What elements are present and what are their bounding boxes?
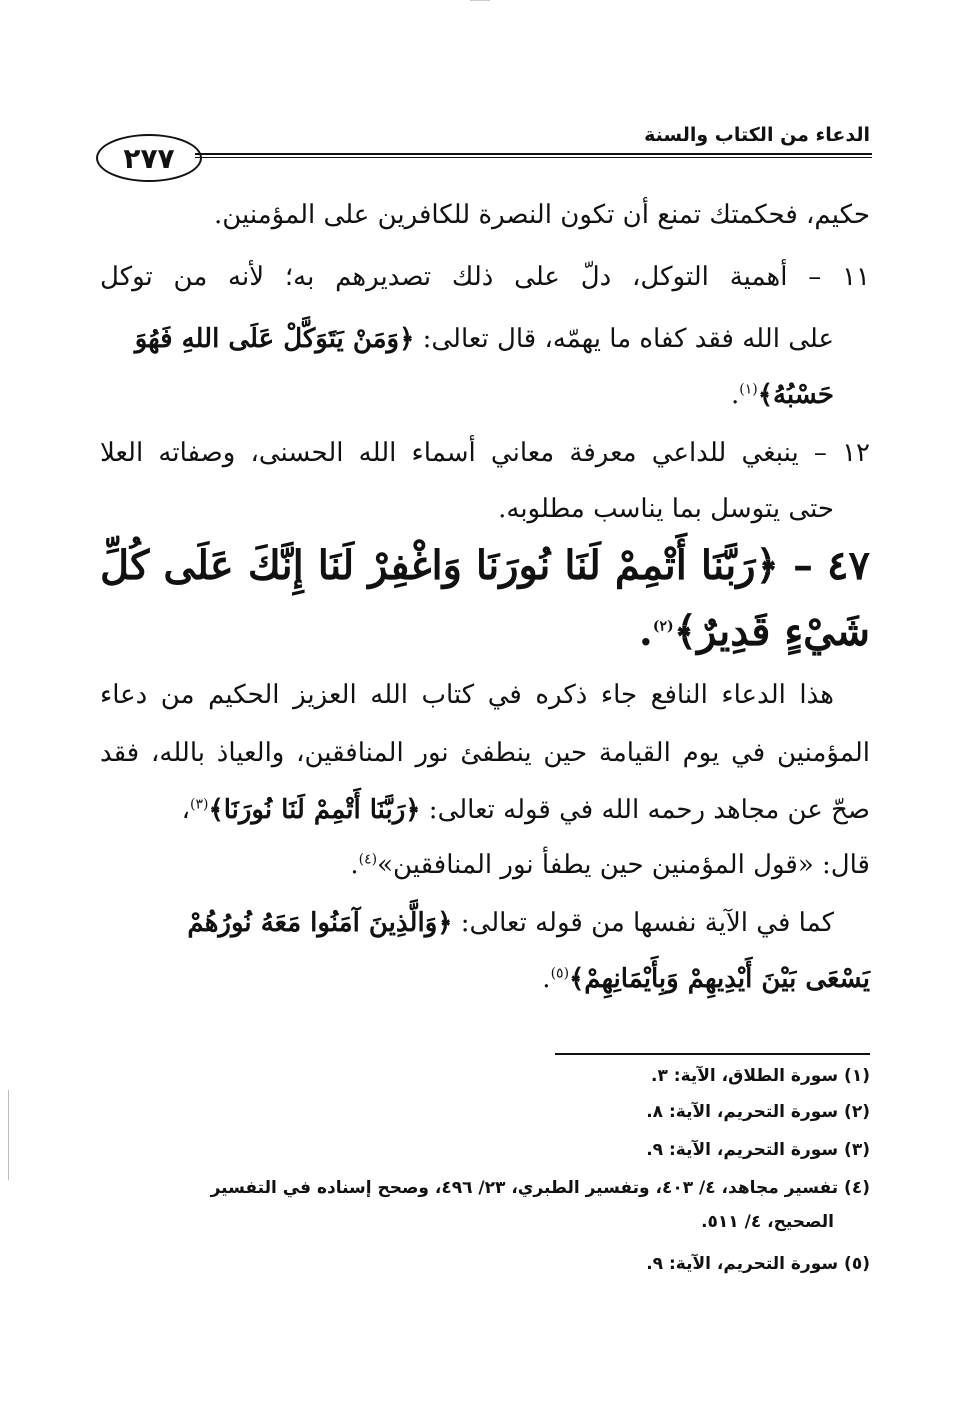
- item-12-line-1: [100, 438, 870, 468]
- dua-47-line-1: [100, 542, 870, 589]
- dua-heading: ٤٧ – ﴿رَبَّنَا أَتْمِمْ لَنَا نُورَنَا وَاغْفِرْ لَنَا إِنَّكَ عَلَى كُلِّ: [100, 542, 870, 589]
- text-span: على الله فقد كفاه ما يهمّه، قال تعالى:: [414, 324, 834, 354]
- quran-verse: ﴿رَبَّنَا أَتْمِمْ لَنَا نُورَنَا﴾: [208, 795, 421, 825]
- text-span: حكيم، فحكمتك تمنع أن تكون النصرة للكافرين على المؤمنين.: [213, 200, 870, 230]
- para-2-line-2: [100, 964, 870, 994]
- dua-47-line-2: [100, 608, 870, 655]
- header-rule-thin: [195, 157, 872, 158]
- para-1-line-2: [100, 738, 870, 768]
- item-11-line-1: [100, 262, 870, 292]
- text-line: [100, 200, 870, 230]
- item-11-line-2: [100, 324, 870, 354]
- footnote-1: (١) سورة الطلاق، الآية: ٣.: [651, 1066, 870, 1086]
- scan-margin-line: [8, 1090, 9, 1180]
- footnote-ref: (٥): [550, 965, 570, 982]
- footnote-ref: (٢): [652, 618, 674, 635]
- footnote-2: (٢) سورة التحريم، الآية: ٨.: [646, 1102, 870, 1122]
- footnote-ref: (٣): [190, 796, 209, 813]
- dua-heading: شَيْءٍ قَدِيرٌ﴾: [673, 608, 870, 655]
- text-span: هذا الدعاء النافع جاء ذكره في كتاب الله العزيز الحكيم من دعاء: [100, 680, 834, 710]
- text-span: قال: «قول المؤمنين حين يطفأ نور المنافقين»: [377, 850, 870, 880]
- text-span: حتى يتوسل بما يناسب مطلوبه.: [498, 494, 834, 524]
- scan-mark: [470, 0, 490, 1]
- footnote-4-line-1: (٤) تفسير مجاهد، ٤/ ٤٠٣، وتفسير الطبري، ٢٣/ ٤٩٦، وصحح إسناده في التفسير: [210, 1178, 870, 1198]
- para-2-line-1: [100, 908, 870, 938]
- quran-verse: يَسْعَى بَيْنَ أَيْدِيهِمْ وَبِأَيْمَانِهِمْ﴾: [569, 964, 870, 994]
- quran-verse: حَسْبُهُ﴾: [757, 380, 834, 410]
- footnote-5: (٥) سورة التحريم، الآية: ٩.: [646, 1254, 870, 1274]
- item-11-line-3: [100, 380, 870, 410]
- punctuation: .: [638, 608, 653, 655]
- text-span: صحّ عن مجاهد رحمه الله في قوله تعالى:: [420, 795, 870, 825]
- text-span: ١١ – أهمية التوكل، دلّ على ذلك تصديرهم به؛ لأنه من توكل: [100, 262, 870, 292]
- footnote-4-line-2: الصحيح، ٤/ ٥١١.: [701, 1212, 834, 1232]
- text-span: ١٢ – ينبغي للداعي معرفة معاني أسماء الله الحسنى، وصفاته العلا: [100, 438, 870, 468]
- running-title: الدعاء من الكتاب والسنة: [644, 124, 870, 146]
- quran-verse: ﴿وَمَنْ يَتَوَكَّلْ عَلَى اللهِ فَهُوَ: [134, 324, 415, 354]
- header-rule: [195, 153, 872, 155]
- text-span: المؤمنين في يوم القيامة حين ينطفئ نور المنافقين، والعياذ بالله، فقد: [100, 738, 870, 768]
- punctuation: .: [542, 964, 551, 994]
- page-number: ٢٧٧: [123, 141, 175, 175]
- item-12-line-2: [100, 494, 870, 524]
- footnote-ref: (٤): [358, 851, 378, 868]
- footnote-rule: [555, 1053, 870, 1055]
- para-1-line-3: [100, 795, 870, 825]
- page-number-oval: [96, 134, 202, 182]
- footnote-ref: (١): [739, 381, 758, 398]
- para-1-line-4: [100, 850, 870, 880]
- text-span: كما في الآية نفسها من قوله تعالى:: [452, 908, 834, 938]
- punctuation: .: [730, 380, 740, 410]
- para-1-line-1: [100, 680, 870, 710]
- quran-verse: ﴿وَالَّذِينَ آمَنُوا مَعَهُ نُورُهُمْ: [187, 908, 453, 938]
- footnote-3: (٣) سورة التحريم، الآية: ٩.: [646, 1140, 870, 1160]
- punctuation: .: [350, 850, 359, 880]
- punctuation: ،: [181, 795, 191, 825]
